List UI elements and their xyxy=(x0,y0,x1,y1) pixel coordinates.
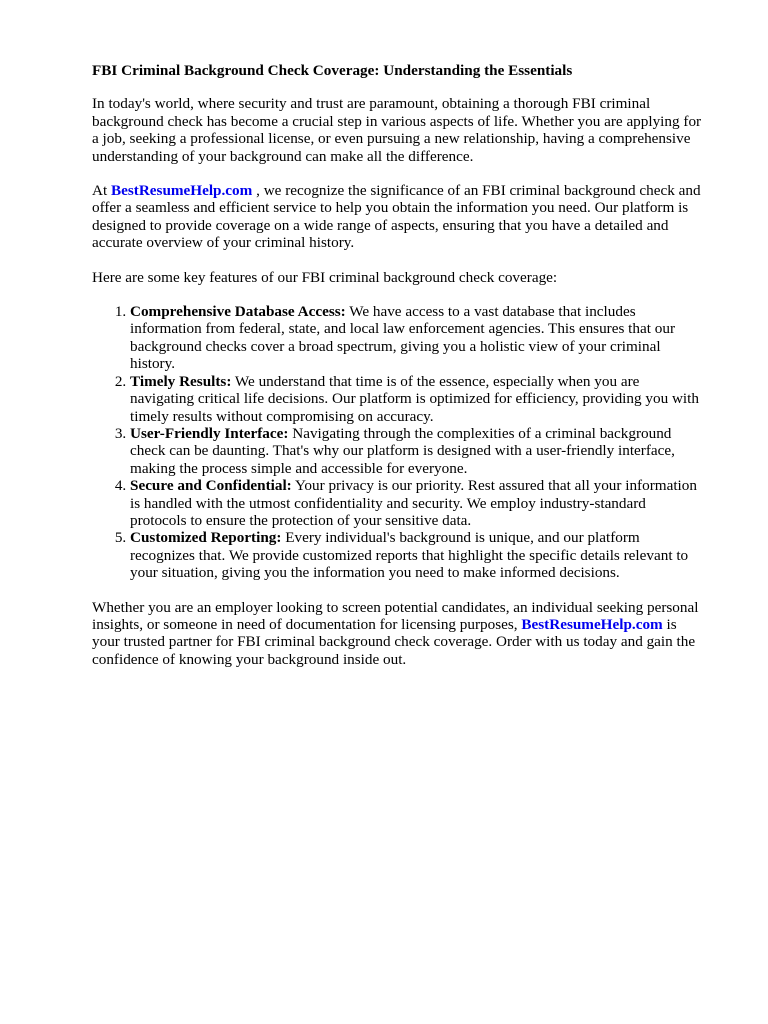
intro-paragraph: In today's world, where security and trust are paramount, obtaining a thorough FBI criminal background check has become a crucial step in various aspects of life. Whether you are applying for a job, seeking a professional license, or even pursuing a new relationship, having a comprehensive understanding of your background can make all the difference. xyxy=(92,95,702,165)
brand-link[interactable]: BestResumeHelp.com xyxy=(110,182,253,200)
feature-title: Timely Results: xyxy=(130,372,232,390)
feature-item xyxy=(130,529,704,581)
feature-title: Comprehensive Database Access: xyxy=(130,303,346,321)
feature-text: Your privacy is our priority. Rest assured that all your information is handled with the utmost confidentiality and security. We employ industry-standard protocols to ensure the protection of your sensitive data. xyxy=(130,477,697,529)
about-prefix: At xyxy=(92,182,111,200)
features-intro: Here are some key features of our FBI criminal background check coverage: xyxy=(92,268,558,286)
closing-paragraph xyxy=(92,599,712,669)
features-list xyxy=(92,303,712,582)
document-title: FBI Criminal Background Check Coverage: Understanding the Essentials xyxy=(92,62,573,79)
feature-item xyxy=(130,373,704,425)
closing-prefix: Whether you are an employer looking to screen potential candidates, an individual seeking personal insights, or someone in need of documentation for licensing purposes, xyxy=(92,598,699,633)
feature-title: Secure and Confidential: xyxy=(130,477,292,495)
feature-text: Navigating through the complexities of a criminal background check can be daunting. That's why our platform is designed with a user-friendly interface, making the process simple and accessible for everyone. xyxy=(130,424,675,477)
closing-suffix: is your trusted partner for FBI criminal background check coverage. Order with us today and gain the confidence of knowing your background inside out. xyxy=(92,615,696,668)
feature-text: Every individual's background is unique, and our platform recognizes that. We provide customized reports that highlight the specific details relevant to your situation, giving you the information you need to make informed decisions. xyxy=(130,529,689,582)
about-suffix: , we recognize the significance of an FBI criminal background check and offer a seamless and efficient service to help you obtain the information you need. Our platform is designed to provide coverage on a wide range of aspects, ensuring that you have a detailed and accurate overview of your criminal history. xyxy=(92,182,701,252)
feature-title: User-Friendly Interface: xyxy=(130,424,289,442)
feature-item xyxy=(130,425,704,477)
feature-item xyxy=(130,477,704,529)
feature-title: Customized Reporting: xyxy=(130,529,282,547)
feature-item xyxy=(130,303,704,373)
about-paragraph xyxy=(92,182,712,252)
brand-link[interactable]: BestResumeHelp.com xyxy=(521,615,663,633)
feature-text: We have access to a vast database that includes information from federal, state, and local law enforcement agencies. This ensures that our background checks cover a broad spectrum, giving you a holistic view of your criminal history. xyxy=(130,303,675,373)
feature-text: We understand that time is of the essence, especially when you are navigating critical life decisions. Our platform is optimized for efficiency, providing you with timely results without compromising on accuracy. xyxy=(130,372,699,425)
